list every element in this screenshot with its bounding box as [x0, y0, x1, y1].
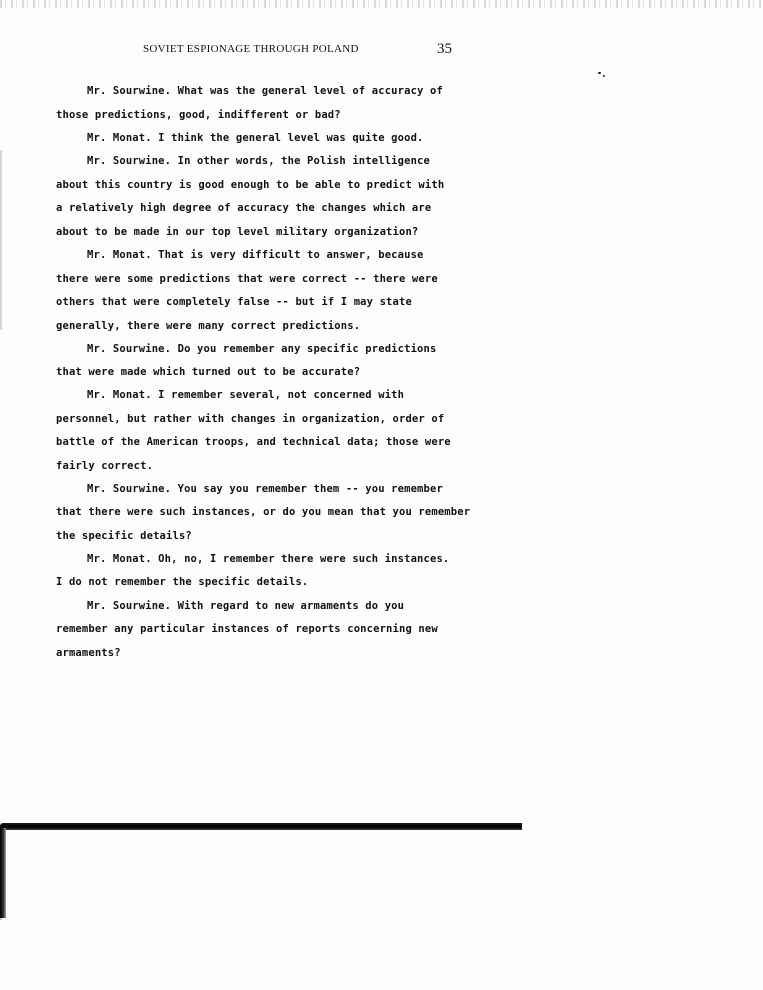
transcript-line: Mr. Sourwine. In other words, the Polish intelligence [87, 155, 430, 167]
transcript-line: about to be made in our top level military organization? [56, 226, 419, 238]
transcript-line: about this country is good enough to be able to predict with [56, 179, 445, 191]
running-header: SOVIET ESPIONAGE THROUGH POLAND [143, 43, 359, 55]
transcript-line: Mr. Sourwine. What was the general level of accuracy of [87, 85, 443, 97]
transcript-line: personnel, but rather with changes in organization, order of [56, 413, 445, 425]
transcript-line: fairly correct. [56, 460, 154, 472]
page-number: 35 [437, 41, 452, 57]
transcript-line: battle of the American troops, and technical data; those were [56, 436, 451, 448]
transcript-line: Mr. Sourwine. With regard to new armaments do you [87, 600, 405, 612]
transcript-line: others that were completely false -- but if I may state [56, 296, 412, 308]
transcript-line: Mr. Monat. Oh, no, I remember there were such instances. [87, 553, 450, 565]
scan-artifact-corner [0, 828, 6, 918]
scan-speck [603, 75, 605, 77]
transcript-line: Mr. Monat. I remember several, not concerned with [87, 389, 405, 401]
scan-edge-top [0, 0, 763, 8]
transcript-line: that were made which turned out to be accurate? [56, 366, 361, 378]
transcript-line: remember any particular instances of reports concerning new [56, 623, 438, 635]
transcript-line: a relatively high degree of accuracy the changes which are [56, 202, 432, 214]
transcript-line: Mr. Sourwine. Do you remember any specific predictions [87, 343, 437, 355]
transcript-line: Mr. Monat. That is very difficult to answer, because [87, 249, 424, 261]
transcript-line: Mr. Sourwine. You say you remember them -- you remember [87, 483, 443, 495]
scan-speck [598, 72, 601, 74]
transcript-line: those predictions, good, indifferent or bad? [56, 109, 341, 121]
scan-artifact-bar [0, 823, 522, 830]
transcript-line: I do not remember the specific details. [56, 576, 309, 588]
transcript-line: Mr. Monat. I think the general level was quite good. [87, 132, 424, 144]
transcript-line: generally, there were many correct predictions. [56, 320, 361, 332]
scan-edge-left-upper [0, 150, 2, 330]
transcript-line: armaments? [56, 647, 121, 659]
transcript-line: there were some predictions that were correct -- there were [56, 273, 438, 285]
transcript-line: that there were such instances, or do you mean that you remember [56, 506, 471, 518]
transcript-line: the specific details? [56, 530, 192, 542]
